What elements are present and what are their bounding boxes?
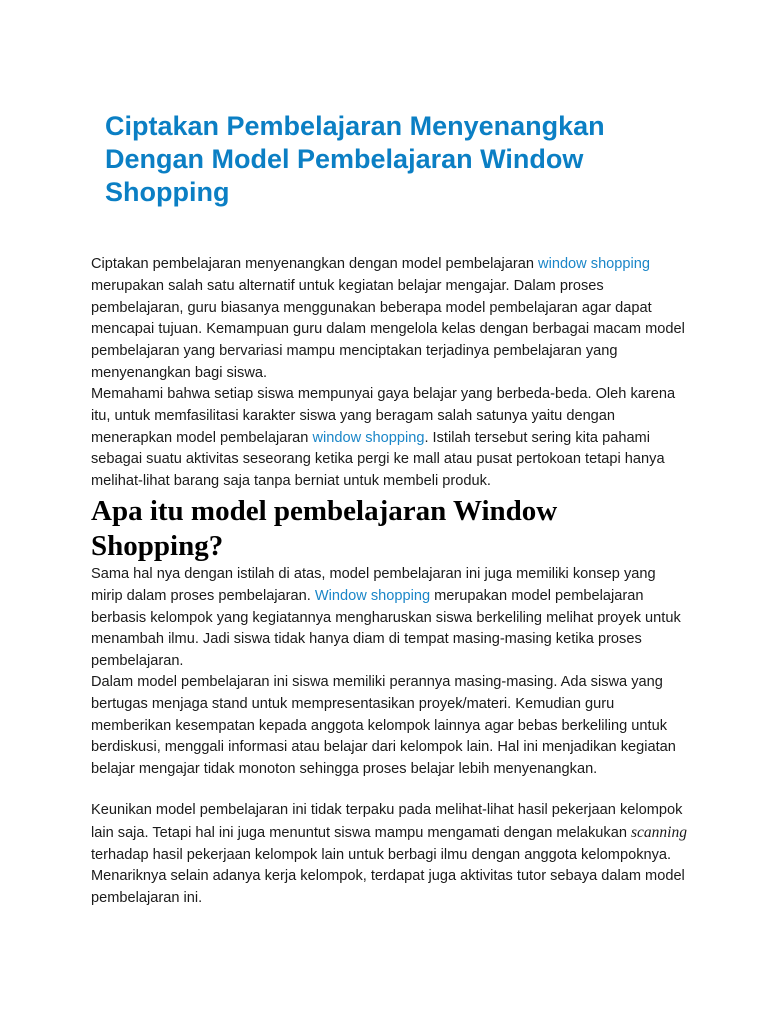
window-shopping-link[interactable]: Window shopping [314,587,431,604]
paragraph-text: Keunikan model pembelajaran ini tidak terpaku pada melihat-lihat hasil pekerjaan kelompok lain saja. Tetapi hal ini juga menuntut siswa mampu mengamati dengan melakukan [91,802,683,841]
paragraph-text: Memahami bahwa setiap siswa mempunyai gaya belajar yang berbeda-beda. Oleh karena itu, untuk memfasilitasi karakter siswa yang beragam salah satunya yaitu dengan menerapkan model pembelajaran [91,386,676,446]
window-shopping-link[interactable]: window shopping [312,429,425,446]
paragraph-uniqueness [91,800,691,910]
paragraph-roles: Dalam model pembelajaran ini siswa memiliki perannya masing-masing. Ada siswa yang bertugas menjaga stand untuk mempresentasikan proyek/materi. Kemudian guru memberikan kesempatan kepada anggota kelompok lainnya agar bebas berkeliling untuk berdiskusi, menggali informasi atau belajar dari kelompok lain. Hal ini menjadikan kegiatan belajar mengajar tidak monoton sehingga proses belajar lebih menyenangkan. [91,674,676,778]
paragraph-text: terhadap hasil pekerjaan kelompok lain untuk berbagi ilmu dengan anggota kelompoknya. Menariknya selain adanya kerja kelompok, terdapat juga aktivitas tutor sebaya dalam model pembelajaran ini. [91,846,685,907]
paragraph-learning-styles [91,384,691,493]
paragraph-text: merupakan model pembelajaran berbasis kelompok yang kegiatannya mengharuskan siswa berkeliling melihat proyek untuk menambah ilmu. Jadi siswa tidak hanya diam di tempat masing-masing ketika proses pembelajaran. [91,587,681,670]
paragraph-text: Sama hal nya dengan istilah di atas, model pembelajaran ini juga memiliki konsep yang mirip dalam proses pembelajaran. [91,566,656,604]
window-shopping-link[interactable]: window shopping [538,256,651,272]
paragraph-text: Ciptakan pembelajaran menyenangkan dengan model pembelajaran [91,256,539,272]
paragraph-intro [91,254,691,385]
scanning-term: scanning [631,823,687,841]
article-title: Ciptakan Pembelajaran Menyenangkan Dengan Model Pembelajaran Window Shopping [105,111,605,207]
paragraph-text: . Istilah tersebut sering kita pahami sebagai suatu aktivitas seseorang ketika pergi ke mall atau pusat pertokoan tetapi hanya melihat-lihat barang saja tanpa berniat untuk membeli produk. [91,429,665,490]
paragraph-text: merupakan salah satu alternatif untuk kegiatan belajar mengajar. Dalam proses pembelajaran, guru biasanya menggunakan beberapa model pembelajaran agar dapat mencapai tujuan. Kemampuan guru dalam mengelola kelas dengan berbagai macam model pembelajaran yang bervariasi mampu menciptakan terjadinya pembelajaran yang menyenangkan bagi siswa. [91,277,685,381]
paragraph-definition [91,564,691,673]
section-heading: Apa itu model pembelajaran Window Shopping? [91,495,558,562]
